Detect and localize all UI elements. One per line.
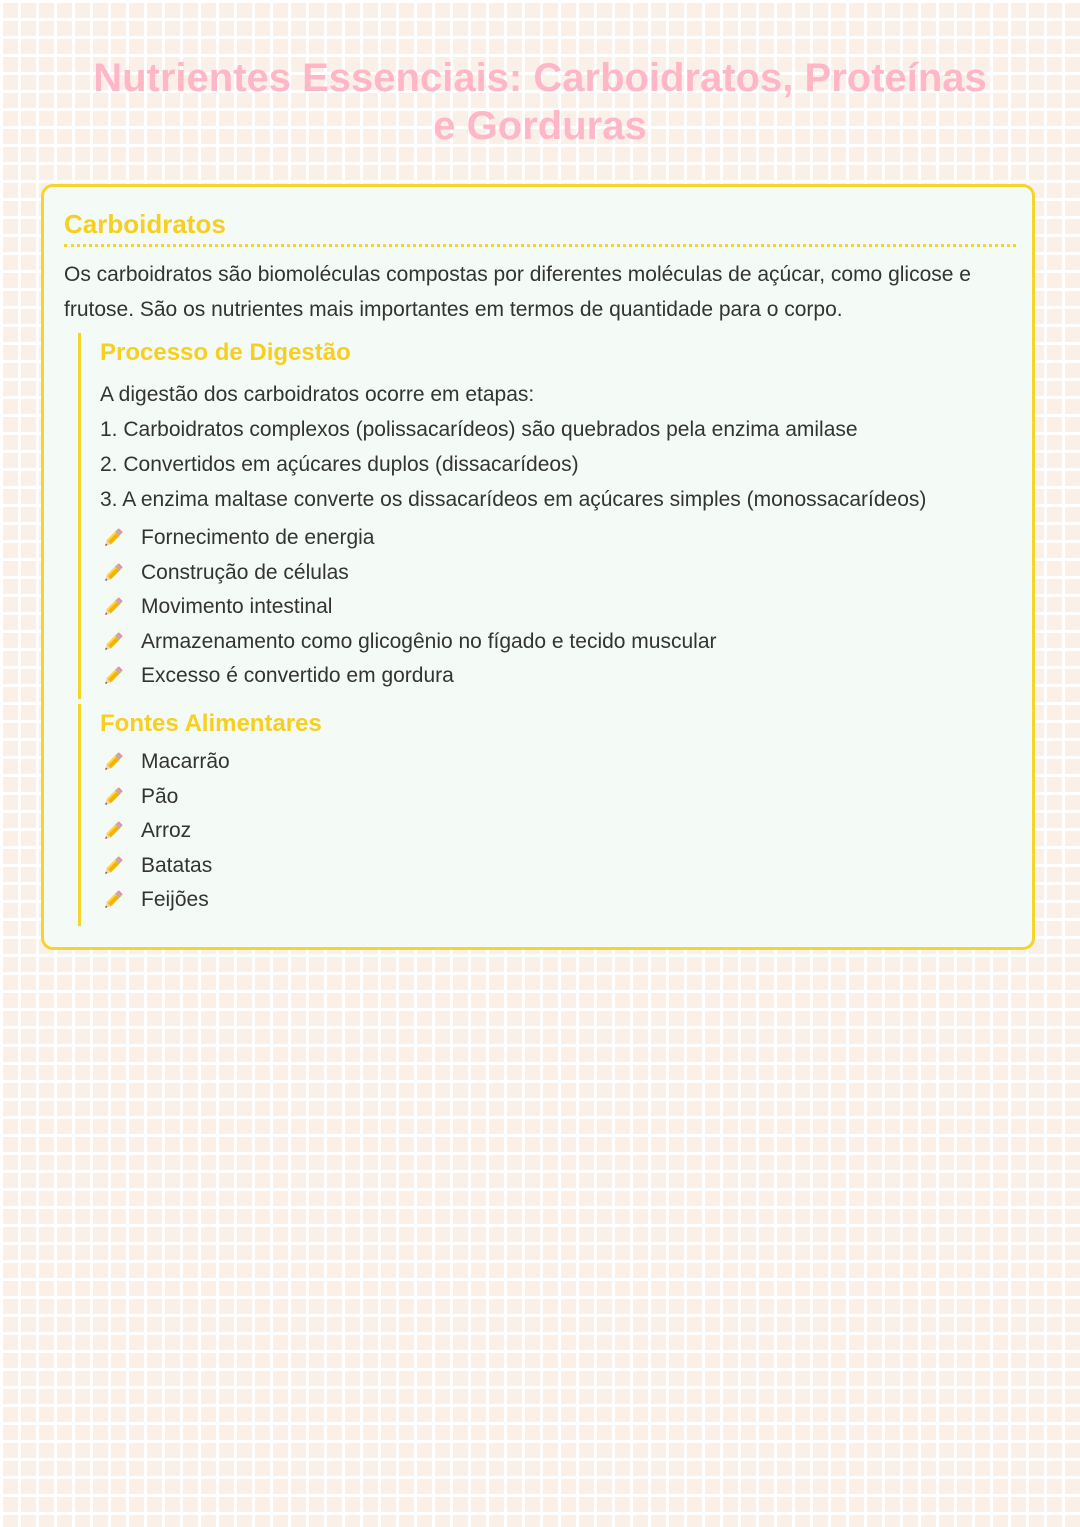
- list-item: [100, 556, 1008, 591]
- list-item-text: Fornecimento de energia: [141, 526, 375, 550]
- list-item-text: Feijões: [141, 888, 209, 912]
- list-item: [100, 521, 1008, 556]
- pencil-icon: [100, 818, 126, 844]
- heading-divider: [64, 244, 1016, 247]
- digestion-bullet-list: [100, 521, 1008, 694]
- pencil-icon: [100, 749, 126, 775]
- pencil-icon: [100, 853, 126, 879]
- list-item-text: Movimento intestinal: [141, 595, 333, 619]
- list-item: [100, 780, 1008, 815]
- list-item: [100, 849, 1008, 884]
- list-item: [100, 745, 1008, 780]
- list-item: [100, 883, 1008, 918]
- list-item-text: Excesso é convertido em gordura: [141, 664, 454, 688]
- digestion-step: 3. A enzima maltase converte os dissacarídeos em açúcares simples (monossacarídeos): [100, 488, 927, 511]
- digestion-step: 2. Convertidos em açúcares duplos (dissacarídeos): [100, 453, 579, 476]
- digestion-lead: A digestão dos carboidratos ocorre em etapas:: [100, 383, 535, 406]
- section-heading: Carboidratos: [64, 209, 226, 239]
- list-item-text: Armazenamento como glicogênio no fígado e tecido muscular: [141, 629, 717, 653]
- list-item: [100, 590, 1008, 625]
- pencil-icon: [100, 525, 126, 551]
- section-intro: Os carboidratos são biomoléculas compostas por diferentes moléculas de açúcar, como glicose e frutose. São os nutrientes mais importantes em termos de quantidade para o corpo.: [64, 263, 971, 321]
- carbohydrates-card: [41, 184, 1035, 950]
- list-item: [100, 659, 1008, 694]
- pencil-icon: [100, 560, 126, 586]
- pencil-icon: [100, 784, 126, 810]
- pencil-icon: [100, 594, 126, 620]
- food-sources-subsection: [78, 704, 1008, 926]
- pencil-icon: [100, 887, 126, 913]
- list-item: [100, 625, 1008, 660]
- list-item-text: Macarrão: [141, 750, 230, 774]
- food-sources-heading: Fontes Alimentares: [100, 710, 322, 737]
- list-item-text: Construção de células: [141, 560, 349, 584]
- pencil-icon: [100, 629, 126, 655]
- food-sources-list: [100, 745, 1008, 918]
- page-title: Nutrientes Essenciais: Carboidratos, Proteínas e Gorduras: [93, 56, 987, 148]
- digestion-subsection: [78, 333, 1008, 699]
- list-item: [100, 814, 1008, 849]
- pencil-icon: [100, 663, 126, 689]
- digestion-step: 1. Carboidratos complexos (polissacarídeos) são quebrados pela enzima amilase: [100, 418, 858, 441]
- digestion-heading: Processo de Digestão: [100, 339, 351, 366]
- list-item-text: Arroz: [141, 819, 192, 843]
- list-item-text: Batatas: [141, 853, 213, 877]
- list-item-text: Pão: [141, 784, 179, 808]
